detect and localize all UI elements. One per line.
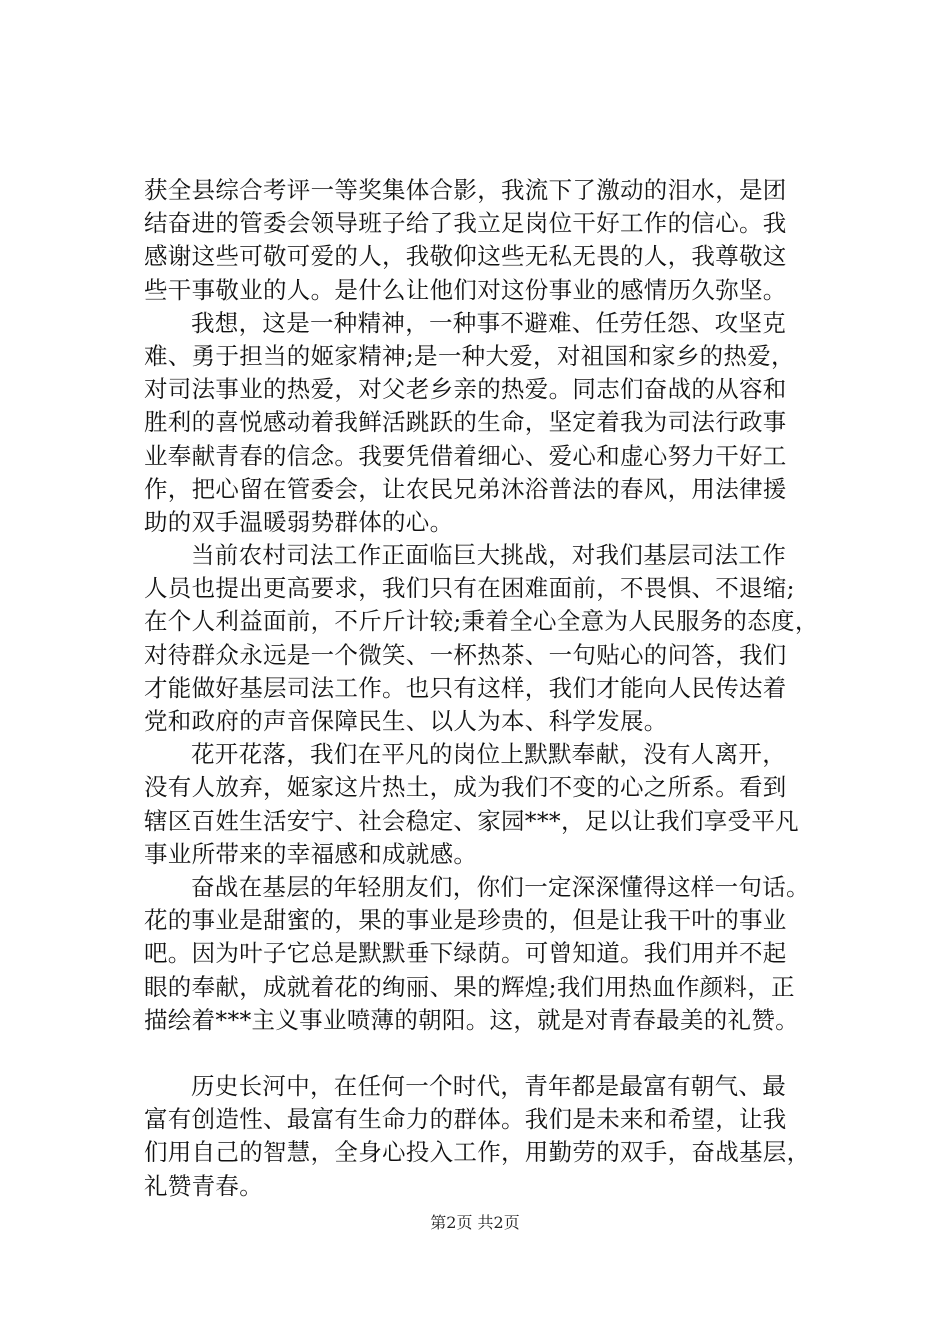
paragraph-1: [144, 174, 834, 307]
page-number-footer: 第2页 共2页: [430, 1213, 520, 1232]
text-line: 助的双手温暖弱势群体的心。: [144, 507, 454, 536]
text-line: 业奉献青春的信念。我要凭借着细心、爱心和虚心努力干好工: [144, 441, 787, 470]
paragraph-5: [144, 871, 834, 1037]
text-line: 花的事业是甜蜜的，果的事业是珍贵的，但是让我干叶的事业: [144, 906, 787, 935]
text-line: 获全县综合考评一等奖集体合影，我流下了激动的泪水，是团: [144, 176, 787, 204]
text-line: 吧。因为叶子它总是默默垂下绿荫。可曾知道。我们用并不起: [144, 939, 787, 968]
text-line: 人员也提出更高要求，我们只有在困难面前，不畏惧、不退缩;: [144, 574, 795, 603]
document-body: [144, 174, 834, 1203]
text-line: 才能做好基层司法工作。也只有这样，我们才能向人民传达着: [144, 673, 787, 702]
text-line: 描绘着***主义事业喷薄的朝阳。这，就是对青春最美的礼赞。: [144, 1005, 799, 1034]
text-line: 难、勇于担当的姬家精神;是一种大爱，对祖国和家乡的热爱，: [144, 341, 795, 370]
text-line: 们用自己的智慧，全身心投入工作，用勤劳的双手，奋战基层，: [144, 1138, 811, 1167]
text-line: 我想，这是一种精神，一种事不避难、任劳任怨、攻坚克: [191, 308, 786, 337]
text-line: 奋战在基层的年轻朋友们，你们一定深深懂得这样一句话。: [191, 872, 810, 901]
text-line: 没有人放弃，姬家这片热土，成为我们不变的心之所系。看到: [144, 773, 787, 802]
text-line: 作，把心留在管委会，让农民兄弟沐浴普法的春风，用法律援: [144, 474, 787, 503]
text-line: 感谢这些可敬可爱的人，我敬仰这些无私无畏的人，我尊敬这: [144, 242, 787, 271]
paragraph-2: [144, 307, 834, 539]
text-line: 结奋进的管委会领导班子给了我立足岗位干好工作的信心。我: [144, 209, 787, 238]
text-line: 当前农村司法工作正面临巨大挑战，对我们基层司法工作: [191, 541, 786, 570]
text-line: 历史长河中，在任何一个时代，青年都是最富有朝气、最: [191, 1072, 786, 1101]
text-line: 花开花落，我们在平凡的岗位上默默奉献，没有人离开，: [191, 740, 786, 769]
text-line: 礼赞青春。: [144, 1171, 263, 1200]
text-line: 事业所带来的幸福感和成就感。: [144, 839, 478, 868]
text-line: 对司法事业的热爱，对父老乡亲的热爱。同志们奋战的从容和: [144, 375, 787, 404]
paragraph-spacer: [144, 1037, 834, 1070]
text-line: 在个人利益面前，不斤斤计较;秉着全心全意为人民服务的态度，: [144, 607, 819, 636]
paragraph-6: [144, 1070, 834, 1203]
paragraph-3: [144, 539, 834, 738]
text-line: 胜利的喜悦感动着我鲜活跳跃的生命，坚定着我为司法行政事: [144, 408, 787, 437]
text-line: 些干事敬业的人。是什么让他们对这份事业的感情历久弥坚。: [144, 275, 787, 304]
text-line: 对待群众永远是一个微笑、一杯热茶、一句贴心的问答，我们: [144, 640, 787, 669]
text-line: 富有创造性、最富有生命力的群体。我们是未来和希望，让我: [144, 1105, 787, 1134]
text-line: 党和政府的声音保障民生、以人为本、科学发展。: [144, 707, 668, 735]
text-line: 辖区百姓生活安宁、社会稳定、家园***，足以让我们享受平凡: [144, 806, 799, 835]
paragraph-4: [144, 738, 834, 871]
text-line: 眼的奉献，成就着花的绚丽、果的辉煌;我们用热血作颜料，正: [144, 972, 795, 1001]
